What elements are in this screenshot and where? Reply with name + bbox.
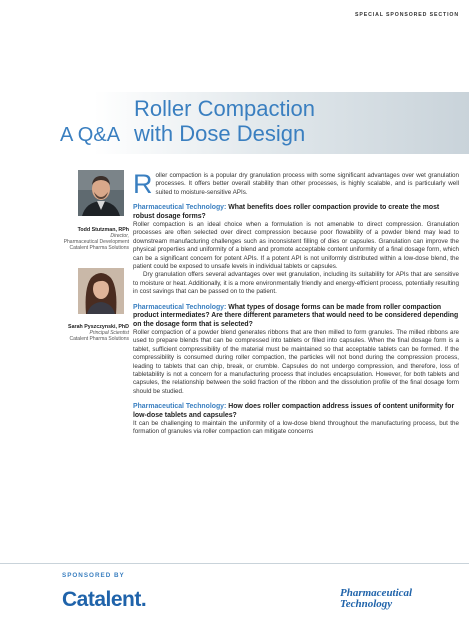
author-photo-stutzman (78, 170, 124, 216)
footer-divider (0, 563, 469, 564)
question-2 (133, 304, 459, 329)
answer-1-paragraph-2: Dry granulation offers several advantages over wet granulation, including its suitability for APIs that are sensitive to moisture or heat. Additionally, it is a more environmentally friendly and energy-efficient process, potentially resulting in cost savings that can be passed on to the patient. (133, 271, 459, 296)
question-asker: Pharmaceutical Technology: (133, 204, 227, 212)
question-text: What types of dosage forms can be made from roller compaction product intermediates? Are there different parameters that would need to be considered depending on the dosage form that is selected? (133, 303, 459, 328)
question-1 (133, 204, 459, 221)
title-line-2: with Dose Design (134, 121, 306, 146)
answer-1-paragraph-1: Roller compaction is an ideal choice when a formulation is not amenable to direct compression. Granulation processes are often selected over direct compression because poor flowability of a powder blend may lead to downstream manufacturing challenges such as inconsistent filling of dies or capsules. Granulation can improve the physical properties and uniformity of a blend and promote acceptable content uniformity of a final dosage form, which can be a significant concern for potent APIs. If a potent API is not uniformly distributed within a low-dose blend, the patient could be exposed to unsafe levels in individual tablets or capsules. (133, 221, 459, 271)
pharmaceutical-technology-logo (340, 588, 412, 610)
page-title (134, 96, 315, 146)
publication-line-2: Technology (340, 598, 393, 610)
answer-2-paragraph-1: Roller compaction of a powder blend generates ribbons that are then milled to form granules. The milled ribbons are used to prepare blends that can be compressed into tablets or filled into capsules. When the final dosage form is a tablet, sufficient compressibility of the material must be maintained so that acceptable tablets can be formed. If the compressibility is consumed during roller compaction, the particles will not bond during the compression process, leading to tablets that can chip, break, or crumble. Capsules do not undergo compression, and therefore, loss of tabletability is not a concern for a manufacturing process that includes encapsulation. However, for both tablets and capsules, the relationship between the solid fraction of the ribbon and the dissolution profile of the final dosage form should be studied. (133, 328, 459, 395)
qa-kicker: A Q&A (60, 124, 121, 146)
author-bio-stutzman (19, 227, 129, 251)
catalent-logo: Catalent. (62, 588, 147, 611)
answer-3-paragraph-1: It can be challenging to maintain the uniformity of a low-dose blend throughout the manufacturing process, but the formation of granules via roller compaction can mitigate concerns (133, 419, 459, 436)
question-3 (133, 403, 459, 420)
question-text: What benefits does roller compaction provide to create the most robust dosage forms? (133, 204, 440, 220)
author-dept: Pharmaceutical Development (63, 239, 129, 245)
sponsored-by-label: SPONSORED BY (62, 572, 125, 579)
drop-cap: R (133, 169, 153, 199)
author-role: Principal Scientist (89, 330, 129, 336)
author-bio-pyszczynski (19, 324, 129, 342)
section-label: SPECIAL SPONSORED SECTION (355, 12, 459, 18)
author-org: Catalent Pharma Solutions (69, 336, 129, 342)
author-role: Director, (110, 233, 129, 239)
intro-paragraph (133, 169, 459, 199)
article-body (133, 169, 459, 437)
author-org: Catalent Pharma Solutions (69, 245, 129, 251)
author-name: Todd Stutzman, RPh (77, 227, 129, 233)
question-text: How does roller compaction address issues of content uniformity for low-dose tablets and capsules? (133, 403, 455, 419)
question-asker: Pharmaceutical Technology: (133, 403, 227, 411)
publication-line-1: Pharmaceutical (340, 587, 413, 599)
question-asker: Pharmaceutical Technology: (133, 303, 227, 311)
author-photo-pyszczynski (78, 268, 124, 314)
author-name: Sarah Pyszczynski, PhD (68, 324, 129, 330)
title-line-1: Roller Compaction (134, 96, 315, 121)
intro-text: oller compaction is a popular dry granulation process with some significant advantages over wet granulation processes. It offers better overall stability than other processes, is highly scalable, and is particularly well suited to moisture-sensitive APIs. (155, 172, 459, 196)
